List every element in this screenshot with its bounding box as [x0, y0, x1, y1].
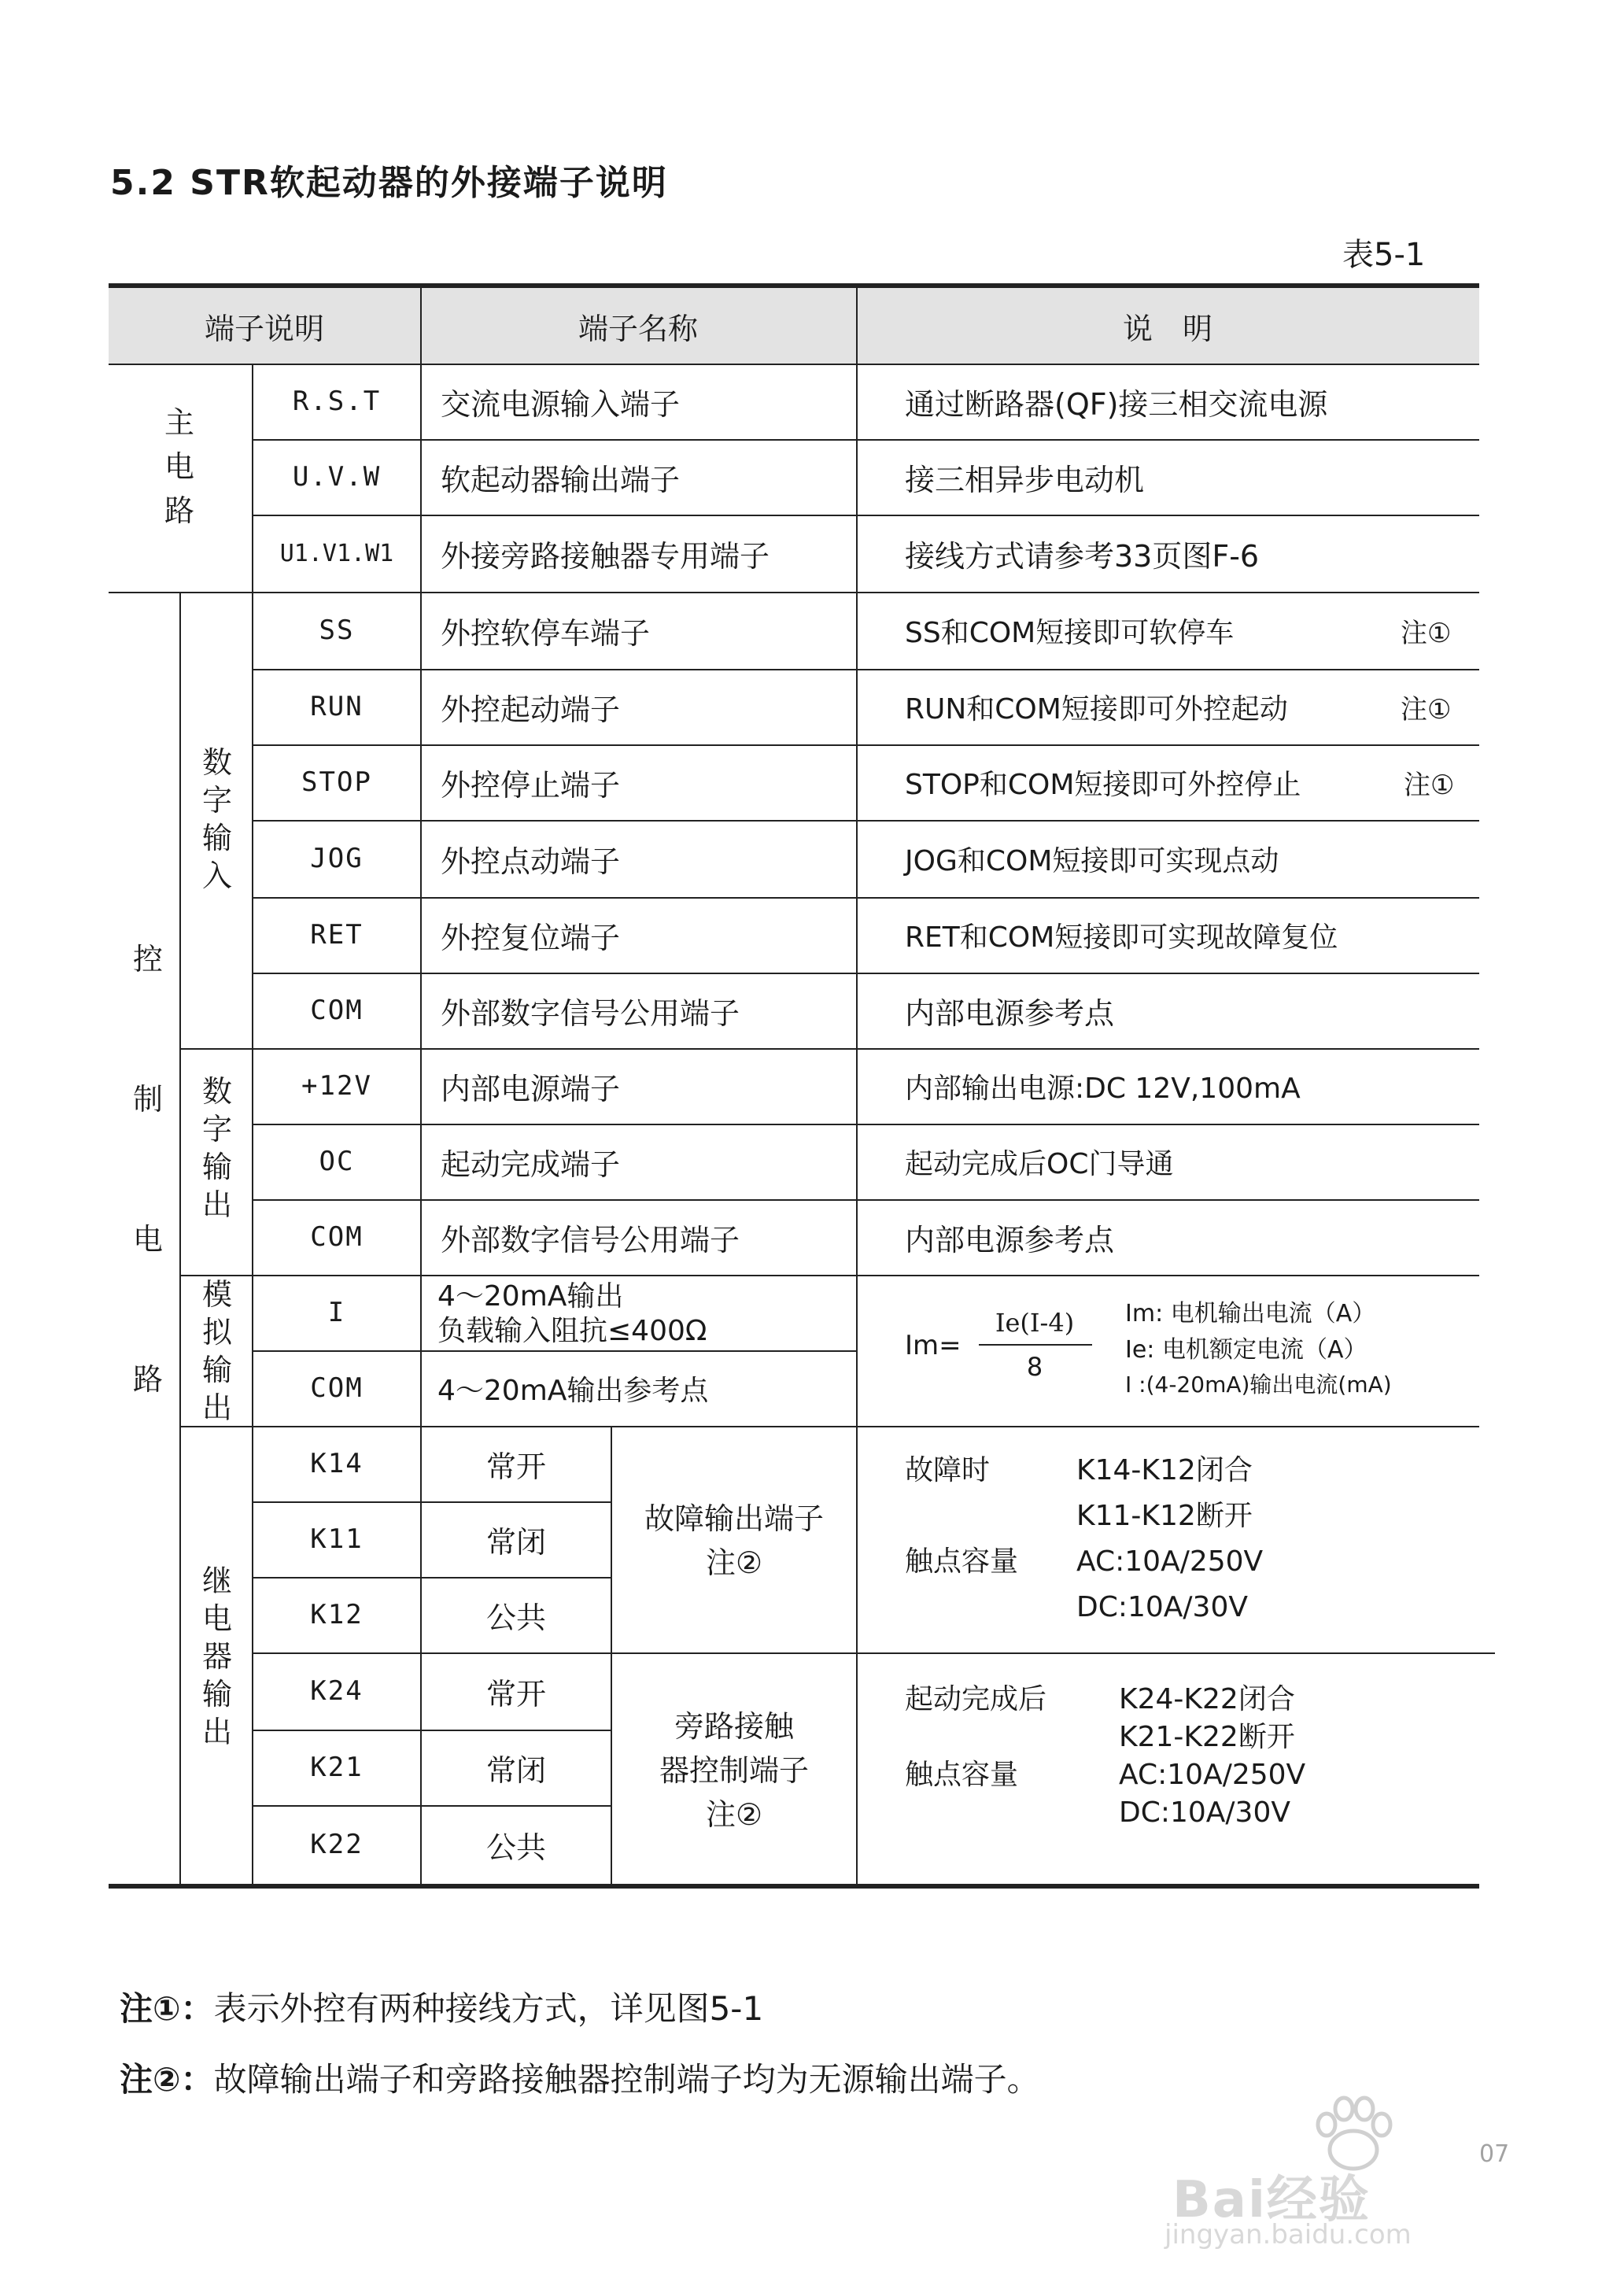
fault-output-label: [612, 1497, 856, 1585]
desc-value: K11-K12断开: [1076, 1500, 1253, 1532]
desc-label: 触点容量: [905, 1759, 1019, 1791]
terminal-description: STOP和COM短接即可外控停止: [905, 768, 1301, 801]
terminal-description: 接三相异步电动机: [905, 462, 1145, 497]
desc-value: AC:10A/250V: [1076, 1545, 1264, 1578]
terminal-code: K22: [310, 1829, 364, 1860]
footnote-mark: 注①：: [120, 1989, 214, 2028]
group-label-text: 数 字 输 出: [201, 1074, 232, 1222]
group-relay-output: [195, 1566, 239, 1747]
terminal-name: 起动完成端子: [441, 1146, 621, 1182]
terminal-name: 内部电源端子: [441, 1071, 621, 1106]
note-reference: 注①: [1401, 617, 1452, 649]
terminal-code: RET: [310, 919, 364, 951]
terminal-description: 内部电源参考点: [905, 995, 1115, 1031]
group-label-text: 模 拟 输 出: [201, 1277, 232, 1425]
header-description: 说 明: [1122, 311, 1212, 346]
group-label-text: 数 字 输 入: [201, 745, 232, 893]
footnote-mark: 注②：: [120, 2060, 214, 2099]
bypass-label-line: 器控制端子: [659, 1753, 809, 1788]
desc-value: K21-K22断开: [1119, 1721, 1295, 1753]
terminal-code: U1.V1.W1: [279, 539, 394, 567]
bypass-control-label: [612, 1704, 856, 1837]
formula-fraction-bar: [979, 1344, 1092, 1346]
footnote-text: 故障输出端子和旁路接触器控制端子均为无源输出端子。: [213, 2060, 1040, 2099]
terminal-description: 通过断路器(QF)接三相交流电源: [905, 386, 1328, 422]
contact-type: 常开: [485, 1449, 546, 1484]
desc-value: DC:10A/30V: [1076, 1591, 1248, 1623]
terminal-code: +12V: [301, 1070, 372, 1102]
terminal-code: U.V.W: [292, 461, 382, 493]
terminal-code: K14: [310, 1448, 364, 1479]
terminal-code: K11: [310, 1523, 364, 1555]
terminal-name-line: 4～20mA输出: [437, 1280, 624, 1313]
fault-output-note: 注②: [705, 1545, 763, 1580]
terminal-name: 外控复位端子: [441, 920, 621, 955]
terminal-name: 4～20mA输出参考点: [437, 1374, 709, 1407]
terminal-description: 接线方式请参考33页图F-6: [905, 538, 1260, 574]
terminal-name: 软起动器输出端子: [441, 462, 681, 497]
terminal-code: K21: [310, 1752, 364, 1783]
group-label-text: 主 电 路: [164, 405, 194, 528]
terminal-name: 外部数字信号公用端子: [441, 1222, 740, 1257]
group-digital-output: [195, 1076, 239, 1220]
watermark-brand: Bai经验: [1172, 2171, 1371, 2229]
desc-value: K24-K22闭合: [1119, 1683, 1295, 1715]
watermark-url: jingyan.baidu.com: [1164, 2219, 1412, 2251]
terminal-code: COM: [310, 1372, 364, 1404]
contact-type: 公共: [485, 1830, 546, 1865]
terminal-code: COM: [310, 995, 364, 1026]
group-control-circuit: [126, 942, 170, 1397]
terminal-description: 内部输出电源:DC 12V,100mA: [905, 1072, 1301, 1105]
formula-denominator: 8: [1026, 1352, 1043, 1382]
desc-label: 起动完成后: [905, 1683, 1047, 1715]
contact-type: 常开: [485, 1676, 546, 1711]
terminal-code: R.S.T: [292, 386, 382, 417]
contact-type: 常闭: [485, 1524, 546, 1560]
terminal-code: JOG: [310, 843, 364, 874]
header-terminal-name: 端子名称: [578, 311, 698, 346]
header-terminal-desc: 端子说明: [204, 311, 324, 346]
terminal-code: RUN: [310, 691, 364, 722]
group-label-text: 继 电 器 输 出: [201, 1564, 232, 1749]
formula-lhs: Im=: [905, 1330, 961, 1361]
footnote-2: [120, 2054, 1040, 2101]
desc-value: DC:10A/30V: [1119, 1796, 1290, 1829]
terminal-name-line: 负载输入阻抗≤400Ω: [437, 1315, 707, 1347]
bypass-control-description: [905, 1681, 1305, 1832]
table-number: 表5-1: [1342, 237, 1426, 273]
desc-value: AC:10A/250V: [1119, 1759, 1306, 1791]
formula-legend: Im: 电机输出电流（A）: [1125, 1300, 1376, 1327]
contact-type: 常闭: [485, 1752, 546, 1788]
footnote-1: [120, 1983, 763, 2030]
group-label-text: 控 制 电 路: [132, 942, 163, 1397]
formula-legend: Ie: 电机额定电流（A）: [1125, 1336, 1367, 1364]
terminal-code: SS: [319, 615, 355, 646]
note-reference: 注①: [1404, 769, 1455, 801]
terminal-name: 外控点动端子: [441, 844, 621, 879]
terminal-description: RUN和COM短接即可外控起动: [905, 692, 1288, 726]
terminal-name: 外控停止端子: [441, 767, 621, 803]
baidu-watermark: [1164, 2093, 1542, 2251]
terminal-name: 外控软停车端子: [441, 615, 651, 651]
group-main-circuit: [157, 405, 201, 528]
bypass-label-line: 旁路接触: [674, 1709, 794, 1744]
terminal-description: SS和COM短接即可软停车: [905, 616, 1235, 649]
terminal-description: 起动完成后OC门导通: [905, 1147, 1174, 1180]
bypass-control-note: 注②: [705, 1797, 763, 1832]
fault-output-label-text: 故障输出端子: [644, 1501, 824, 1536]
terminal-name: 外部数字信号公用端子: [441, 995, 740, 1031]
desc-label: 触点容量: [905, 1545, 1019, 1578]
fault-output-description: [905, 1448, 1263, 1630]
desc-value: K14-K12闭合: [1076, 1454, 1253, 1486]
terminal-code: COM: [310, 1221, 364, 1253]
group-analog-output: [195, 1279, 239, 1423]
contact-type: 公共: [485, 1600, 546, 1635]
formula-numerator: Ie(I-4): [995, 1308, 1075, 1338]
terminal-name: 交流电源输入端子: [441, 386, 681, 422]
note-reference: 注①: [1401, 693, 1452, 726]
terminal-name: 外接旁路接触器专用端子: [441, 538, 770, 574]
section-title: 5.2 STR软起动器的外接端子说明: [110, 163, 668, 203]
footnote-text: 表示外控有两种接线方式，详见图5-1: [213, 1989, 764, 2028]
terminal-code: K24: [310, 1675, 364, 1707]
terminal-name: [437, 1279, 854, 1349]
terminal-name: 外控起动端子: [441, 692, 621, 727]
terminal-code: K12: [310, 1599, 364, 1630]
terminal-code: I: [327, 1297, 346, 1328]
group-digital-input: [195, 745, 239, 893]
terminal-description: JOG和COM短接即可实现点动: [905, 844, 1279, 877]
terminal-code: OC: [319, 1146, 355, 1177]
terminal-description: 内部电源参考点: [905, 1222, 1115, 1257]
desc-label: 故障时: [905, 1454, 991, 1486]
terminal-description: RET和COM短接即可实现故障复位: [905, 921, 1338, 954]
formula-legend: I :(4-20mA)输出电流(mA): [1125, 1372, 1392, 1398]
terminal-code: STOP: [301, 766, 372, 798]
page-number: 07: [1479, 2140, 1510, 2168]
